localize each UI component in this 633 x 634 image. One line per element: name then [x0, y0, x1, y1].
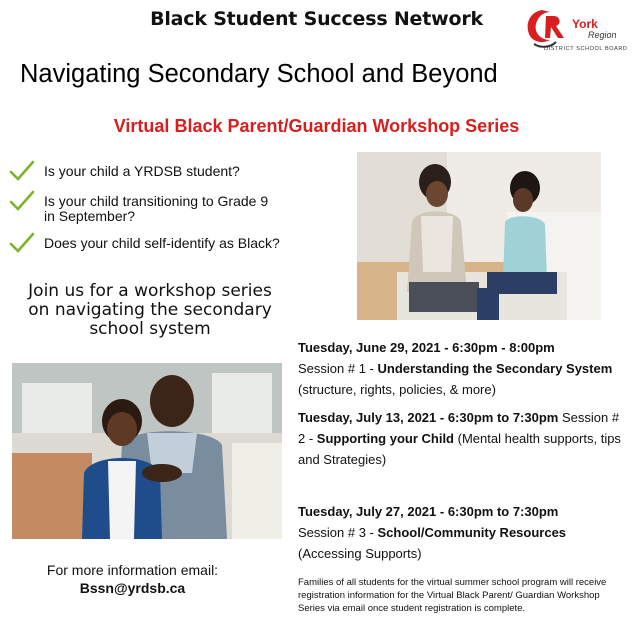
session-1	[298, 337, 628, 400]
series-title: Virtual Black Parent/Guardian Workshop Series	[113, 116, 520, 136]
question-item	[8, 160, 348, 182]
contact-label: For more information email:	[46, 562, 219, 578]
session-topic: Supporting your Child	[316, 431, 455, 446]
question-line: Is your child a YRDSB student?	[44, 163, 240, 179]
join-line: school system	[89, 319, 211, 339]
question-item	[8, 190, 348, 224]
photo-parent-child-conversation	[357, 152, 601, 320]
logo-word2: Region	[588, 30, 617, 40]
session-date: Tuesday, July 13, 2021 - 6:30pm to 7:30pm	[298, 410, 559, 425]
session-number: Session # 1 -	[298, 361, 378, 376]
session-topic: School/Community Resources	[377, 525, 567, 540]
session-number: Session # 3 -	[298, 525, 378, 540]
session-date: Tuesday, June 29, 2021 - 6:30pm - 8:00pm	[298, 340, 555, 355]
session-date: Tuesday, July 27, 2021 - 6:30pm to 7:30pm	[298, 504, 559, 519]
session-details: (Mental health supports, tips and Strategies)	[298, 431, 621, 467]
session-number: Session # 2 -	[298, 410, 620, 446]
join-invitation	[0, 282, 300, 339]
session-2	[298, 407, 628, 470]
checkmark-icon	[8, 190, 36, 212]
photo-father-son	[12, 363, 282, 539]
checkmark-icon	[8, 160, 36, 182]
footnote: Families of all students for the virtual summer school program will receive registration information for the Virtual Black Parent/ Guardian Workshop Series via email once student registration is complete.	[298, 577, 607, 614]
network-title: Black Student Success Network	[150, 8, 483, 30]
session-3	[298, 501, 628, 564]
logo-emblem-icon	[528, 10, 564, 47]
session-topic: Understanding the Secondary System	[377, 361, 613, 376]
checkmark-icon	[8, 232, 36, 254]
logo-subtitle: DISTRICT SCHOOL BOARD	[544, 46, 628, 52]
contact-email-link[interactable]: Bssn@yrdsb.ca	[79, 580, 186, 596]
question-item	[8, 232, 348, 254]
logo-word1: York	[572, 17, 598, 31]
main-title: Navigating Secondary School and Beyond	[20, 60, 498, 88]
question-line: Does your child self-identify as Black?	[44, 235, 280, 251]
question-line: in September?	[44, 208, 136, 224]
question-line: Is your child transitioning to Grade 9	[44, 193, 269, 209]
session-details: (Accessing Supports)	[298, 546, 422, 561]
join-line: on navigating the secondary	[28, 300, 272, 320]
york-region-logo	[520, 4, 628, 54]
session-details: (structure, rights, policies, & more)	[298, 382, 496, 397]
join-line: Join us for a workshop series	[28, 281, 272, 301]
